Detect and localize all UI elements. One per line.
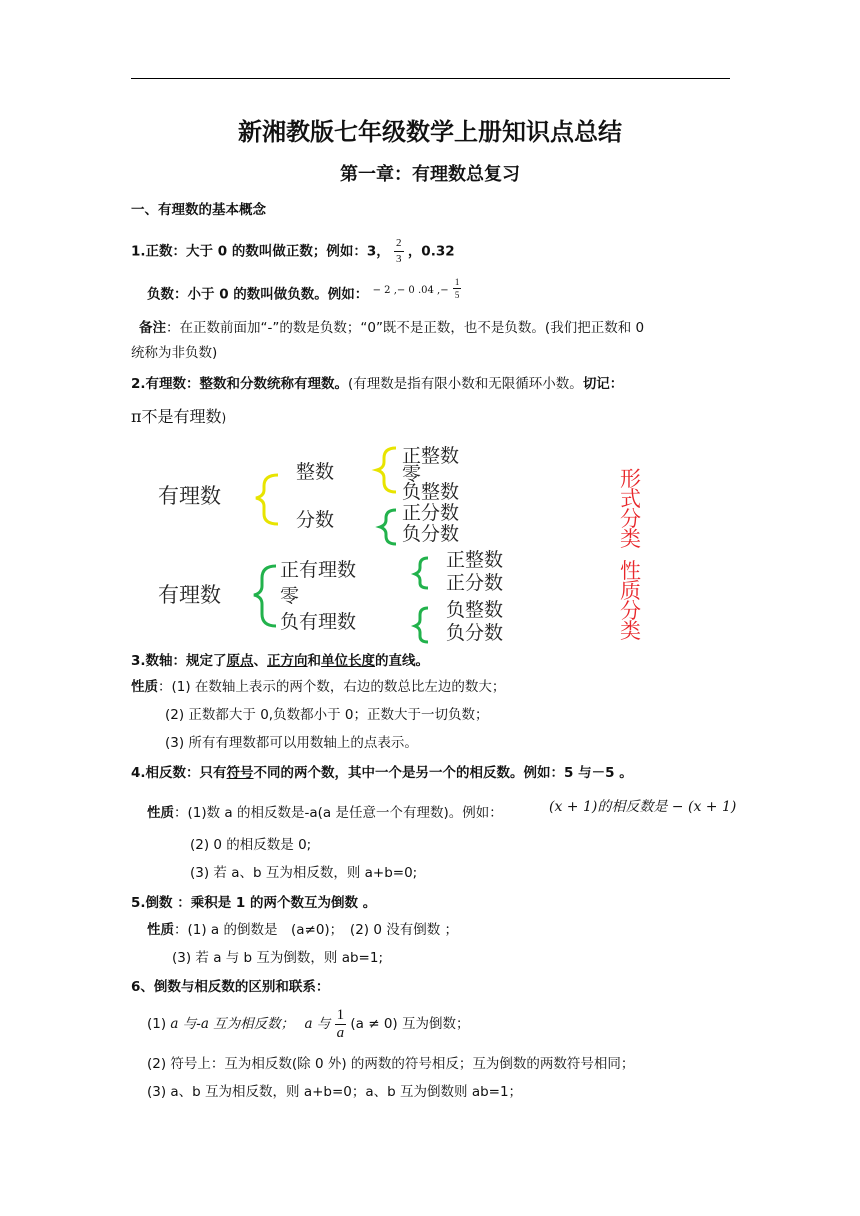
nl-direction: 正方向 [267, 653, 308, 669]
diagram-positive-integer-2: 正整数 [446, 549, 504, 571]
nl-end: 的直线。 [375, 653, 430, 669]
side-char: 类 [620, 527, 641, 551]
op-sign: 符号 [226, 765, 254, 781]
property-label: 性质 [147, 922, 174, 938]
rational-def-line [131, 374, 623, 394]
nl-and: 和 [307, 653, 322, 669]
rational-def-remember: 切记： [582, 376, 624, 392]
opposite-def [131, 763, 633, 783]
nl-property-1 [131, 677, 505, 697]
fraction-two-thirds [394, 236, 404, 267]
frac-den: 3 [396, 253, 402, 265]
side-char: 质 [620, 579, 641, 603]
pi-not-rational: π不是有理数 [131, 407, 222, 426]
diagram-root-1: 有理数 [158, 484, 221, 508]
side-char: 分 [620, 507, 641, 531]
side-label-nature [620, 559, 641, 643]
rational-def-note: (有理数是指有限小数和无限循环小数。 [348, 376, 583, 392]
diagram-negative-fraction-2: 负分数 [446, 622, 504, 644]
diagram-zero-2: 零 [280, 585, 300, 607]
op-text-a: 4.相反数：只有 [131, 765, 227, 781]
frac-num: 2 [394, 236, 404, 252]
diagram-positive-rational: 正有理数 [280, 559, 357, 581]
negative-number-line [147, 277, 461, 307]
brace-green-frac [380, 510, 396, 544]
positive-tail: ，0.32 [407, 243, 455, 260]
fraction-one-over-a [335, 1007, 347, 1042]
nl-property-2: (2) 正数都大于 0,负数都小于 0；正数大于一切负数； [165, 707, 489, 723]
op-p1: ：(1)数 a 的相反数是-a(a 是任意一个有理数)。例如： [174, 805, 503, 821]
diff-p1-cond: (a ≠ 0) 互为倒数； [350, 1016, 470, 1032]
nl-unit: 单位长度 [321, 653, 376, 669]
rational-def-bold: 2.有理数：整数和分数统称有理数。 [131, 376, 349, 392]
positive-number-text: 1.正数：大于 0 的数叫做正数；例如：3， [131, 243, 390, 260]
reciprocal-def: 5.倒数 ：乘积是 1 的两个数互为倒数 。 [131, 895, 377, 911]
brace-green-pos [415, 558, 428, 588]
diff-line-1 [147, 1004, 470, 1044]
side-char: 分 [620, 599, 641, 623]
diagram-negative-rational: 负有理数 [280, 611, 357, 633]
op-text-b: 不同的两个数，其中一个是另一个的相反数。例如：5 与－5 。 [253, 765, 633, 781]
classification-diagram [150, 440, 670, 646]
property-label: 性质 [131, 679, 158, 695]
nl-text: 3.数轴：规定了 [131, 653, 227, 669]
side-char: 类 [620, 619, 641, 643]
diagram-integer: 整数 [296, 461, 335, 483]
op-property-1 [147, 803, 503, 823]
negative-examples: − 2 ,− 0 .04 ,− [372, 284, 449, 296]
diagram-negative-fraction: 负分数 [402, 523, 460, 545]
frac-num: 1 [454, 277, 460, 287]
side-label-form [620, 467, 641, 551]
diff-heading: 6、倒数与相反数的区别和联系： [131, 979, 330, 995]
chapter-title: 第一章：有理数总复习 [340, 164, 520, 185]
side-char: 式 [620, 487, 641, 511]
pi-line [131, 404, 226, 427]
nl-origin: 原点 [226, 653, 254, 669]
note-line [139, 318, 644, 338]
nl-sep: 、 [253, 653, 268, 669]
page-title: 新湘教版七年级数学上册知识点总结 [238, 118, 622, 146]
brace-green-root [254, 566, 276, 626]
op-property-2: (2) 0 的相反数是 0; [190, 837, 312, 853]
diagram-positive-fraction-2: 正分数 [446, 572, 504, 594]
side-char: 性 [620, 559, 641, 583]
diagram-zero: 零 [402, 463, 422, 485]
brace-yellow [256, 475, 278, 524]
rec-property-1 [147, 920, 458, 940]
diagram-fraction: 分数 [296, 509, 335, 531]
fraction-one-fifth [453, 276, 462, 301]
rec-p1: ：(1) a 的倒数是 (a≠0)； (2) 0 没有倒数 ； [174, 922, 459, 938]
diagram-root-2: 有理数 [158, 583, 221, 607]
frac-num: 1 [336, 1006, 345, 1023]
diff-line-2: (2) 符号上：互为相反数(除 0 外) 的两数的符号相反；互为倒数的两数符号相同； [147, 1056, 635, 1072]
positive-number-line [131, 236, 455, 267]
property-label: 性质 [147, 805, 174, 821]
diff-p1-rec: a 与 [304, 1016, 331, 1032]
negative-number-text: 负数：小于 0 的数叫做负数。例如： [147, 286, 369, 303]
diagram-negative-integer: 负整数 [402, 481, 460, 503]
diagram-negative-integer-2: 负整数 [446, 599, 504, 621]
header-rule [131, 78, 730, 79]
note-line-2: 统称为非负数) [131, 345, 218, 361]
frac-den: a [336, 1024, 345, 1041]
number-line-def [131, 651, 429, 671]
pi-close: ) [221, 411, 227, 425]
diff-p1-num: (1) [147, 1016, 167, 1032]
brace-yellow-int [377, 448, 396, 492]
brace-green-neg [415, 608, 428, 642]
diagram-positive-integer: 正整数 [402, 445, 460, 467]
diff-line-3: (3) a、b 互为相反数，则 a+b=0；a、b 互为倒数则 ab=1； [147, 1084, 523, 1100]
frac-den: 5 [454, 290, 460, 300]
note-text: ：在正数前面加“-”的数是负数；“0”既不是正数，也不是负数。(我们把正数和 0 [166, 320, 645, 336]
nl-p1: ：(1) 在数轴上表示的两个数，右边的数总比左边的数大； [158, 679, 506, 695]
diff-p1-opp: a 与-a 互为相反数； [170, 1016, 295, 1032]
op-property-3: (3) 若 a、b 互为相反数，则 a+b=0; [190, 865, 418, 881]
diagram-positive-fraction: 正分数 [402, 502, 460, 524]
op-expression: (x + 1)的相反数是 − (x + 1) [549, 799, 737, 815]
section-heading: 一、有理数的基本概念 [131, 202, 266, 218]
side-char: 形 [620, 467, 641, 491]
rec-property-2: (3) 若 a 与 b 互为倒数，则 ab=1; [172, 950, 384, 966]
note-label: 备注 [139, 320, 166, 336]
nl-property-3: (3) 所有有理数都可以用数轴上的点表示。 [165, 735, 418, 751]
